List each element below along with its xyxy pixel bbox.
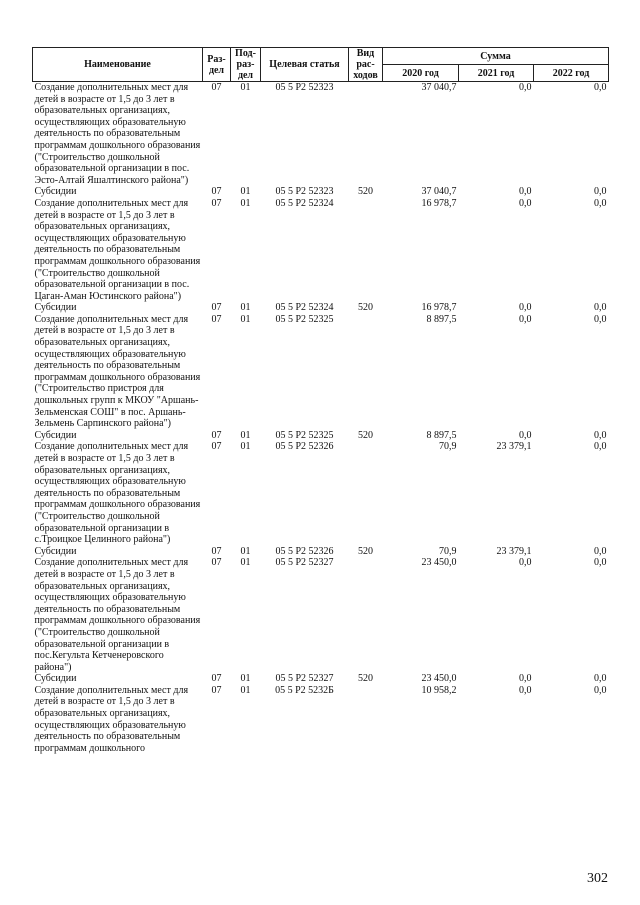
row-target-cell: 05 5 P2 52327	[275, 673, 334, 685]
budget-table	[32, 47, 609, 754]
col-2020-header: 2020 год	[383, 65, 459, 82]
table-row	[33, 546, 609, 558]
row-razdel-cell: 07	[211, 197, 222, 209]
row-name-cell: Создание дополнительных мест для детей в возрасте от 1,5 до 3 лет в образовательных организациях, осуществляющих образовательную деятельность по образовательным программам дошкольного	[34, 684, 189, 754]
row-2021-cell: 0,0	[519, 557, 532, 569]
row-2021-cell: 23 379,1	[496, 441, 532, 453]
row-vid-cell: 520	[358, 302, 373, 314]
row-2022-cell: 0,0	[594, 557, 607, 569]
row-2020-cell: 8 897,5	[426, 429, 457, 441]
table-row	[33, 557, 609, 673]
row-name-cell: Субсидии	[34, 673, 77, 685]
row-podrazdel-cell: 01	[240, 557, 251, 569]
budget-page	[32, 47, 608, 754]
row-2022-cell: 0,0	[594, 441, 607, 453]
row-podrazdel-cell: 01	[240, 197, 251, 209]
row-vid-cell	[349, 82, 383, 187]
row-podrazdel-cell: 01	[240, 441, 251, 453]
row-target-cell: 05 5 P2 52327	[275, 557, 334, 569]
row-vid-cell	[349, 685, 383, 755]
row-target-cell: 05 5 P2 52324	[275, 302, 334, 314]
row-2020-cell: 23 450,0	[421, 557, 457, 569]
row-2020-cell: 70,9	[439, 545, 457, 557]
podrazdel-label: Под-раз-дел	[235, 48, 256, 81]
row-razdel-cell: 07	[211, 441, 222, 453]
row-vid-cell: 520	[358, 545, 373, 557]
row-vid-cell	[349, 198, 383, 302]
row-2021-cell: 0,0	[519, 302, 532, 314]
row-name-cell: Субсидии	[34, 545, 77, 557]
row-name-cell: Создание дополнительных мест для детей в возрасте от 1,5 до 3 лет в образовательных организациях, осуществляющих образовательную деятельность по образовательным программам дошкольного образования ("Строительство дошкольной образовательной организации в с.Троицкое Целинного района")	[34, 441, 201, 546]
col-name-header: Наименование	[33, 48, 203, 82]
row-2021-cell: 0,0	[519, 673, 532, 685]
row-2022-cell: 0,0	[594, 545, 607, 557]
row-name-cell: Создание дополнительных мест для детей в возрасте от 1,5 до 3 лет в образовательных организациях, осуществляющих образовательную деятельность по образовательным программам дошкольного образования ("Строительство дошкольной образовательной организации в пос.Кегульта Кетченеровского района")	[34, 557, 201, 673]
row-name-cell: Субсидии	[34, 186, 77, 198]
row-2020-cell: 37 040,7	[421, 186, 457, 198]
col-razdel-header	[203, 48, 231, 82]
col-podrazdel-header	[231, 48, 261, 82]
target-label: Целевая статья	[269, 59, 340, 70]
row-razdel-cell: 07	[211, 557, 222, 569]
table-body	[33, 82, 609, 755]
table-row	[33, 685, 609, 755]
table-row	[33, 314, 609, 430]
row-podrazdel-cell: 01	[240, 82, 251, 93]
row-name-cell: Субсидии	[34, 429, 77, 441]
vid-label: Вид рас-ходов	[353, 48, 378, 81]
row-vid-cell: 520	[358, 429, 373, 441]
row-target-cell: 05 5 P2 52326	[275, 545, 334, 557]
page-number: 302	[587, 871, 608, 886]
row-2020-cell: 37 040,7	[421, 82, 457, 93]
col-vid-header	[349, 48, 383, 82]
row-razdel-cell: 07	[211, 429, 222, 441]
row-razdel-cell: 07	[211, 82, 222, 93]
row-2020-cell: 16 978,7	[421, 197, 457, 209]
row-razdel-cell: 07	[211, 186, 222, 198]
row-vid-cell	[349, 314, 383, 430]
row-podrazdel-cell: 01	[240, 186, 251, 198]
row-target-cell: 05 5 P2 52323	[275, 186, 334, 198]
table-row	[33, 673, 609, 685]
row-name-cell: Создание дополнительных мест для детей в возрасте от 1,5 до 3 лет в образовательных организациях, осуществляющих образовательную деятельность по образовательным программам дошкольного образования ("Строительство дошкольной образовательной организации в пос. Цаган-Аман Юстинского района")	[34, 197, 201, 302]
table-row	[33, 441, 609, 545]
row-name-cell: Создание дополнительных мест для детей в возрасте от 1,5 до 3 лет в образовательных организациях, осуществляющих образовательную деятельность по образовательным программам дошкольного образования ("Строительство пристроя для дошкольных групп к МКОУ "Аршань-Зельменская СОШ" в пос. Аршань-Зельмень Сарпинского района")	[34, 313, 201, 430]
row-2021-cell: 0,0	[519, 429, 532, 441]
row-target-cell: 05 5 P2 5232Б	[275, 684, 334, 696]
row-2021-cell: 0,0	[519, 313, 532, 325]
row-podrazdel-cell: 01	[240, 545, 251, 557]
col-2021-header: 2021 год	[459, 65, 534, 82]
row-vid-cell	[349, 557, 383, 673]
row-podrazdel-cell: 01	[240, 302, 251, 314]
row-razdel-cell: 07	[211, 684, 222, 696]
table-row	[33, 198, 609, 302]
row-name-cell: Создание дополнительных мест для детей в возрасте от 1,5 до 3 лет в образовательных организациях, осуществляющих образовательную деятельность по образовательным программам дошкольного образования ("Строительство дошкольной образовательной организации в пос. Эсто-Алтай Яшалтинского района")	[34, 82, 201, 186]
row-name-cell: Субсидии	[34, 302, 77, 314]
row-2021-cell: 0,0	[519, 197, 532, 209]
col-2022-header: 2022 год	[534, 65, 609, 82]
row-2021-cell: 0,0	[519, 186, 532, 198]
row-vid-cell	[349, 441, 383, 545]
table-header	[33, 48, 609, 82]
row-2022-cell: 0,0	[594, 673, 607, 685]
table-row	[33, 302, 609, 314]
razdel-label: Раз-дел	[207, 53, 226, 76]
row-razdel-cell: 07	[211, 302, 222, 314]
row-razdel-cell: 07	[211, 673, 222, 685]
row-2020-cell: 16 978,7	[421, 302, 457, 314]
row-2022-cell: 0,0	[594, 82, 607, 93]
row-2022-cell: 0,0	[594, 684, 607, 696]
row-2020-cell: 23 450,0	[421, 673, 457, 685]
row-target-cell: 05 5 P2 52323	[275, 82, 334, 93]
row-2021-cell: 23 379,1	[496, 545, 532, 557]
table-row	[33, 430, 609, 442]
row-podrazdel-cell: 01	[240, 429, 251, 441]
row-vid-cell: 520	[358, 186, 373, 198]
table-row	[33, 82, 609, 187]
row-2021-cell: 0,0	[519, 82, 532, 93]
row-2022-cell: 0,0	[594, 313, 607, 325]
row-vid-cell: 520	[358, 673, 373, 685]
row-target-cell: 05 5 P2 52325	[275, 313, 334, 325]
row-2020-cell: 10 958,2	[421, 684, 457, 696]
row-2022-cell: 0,0	[594, 186, 607, 198]
row-target-cell: 05 5 P2 52325	[275, 429, 334, 441]
row-podrazdel-cell: 01	[240, 684, 251, 696]
col-summa-header: Сумма	[383, 48, 609, 65]
row-target-cell: 05 5 P2 52326	[275, 441, 334, 453]
row-2022-cell: 0,0	[594, 429, 607, 441]
row-2022-cell: 0,0	[594, 302, 607, 314]
row-razdel-cell: 07	[211, 313, 222, 325]
row-podrazdel-cell: 01	[240, 313, 251, 325]
row-target-cell: 05 5 P2 52324	[275, 197, 334, 209]
row-2020-cell: 8 897,5	[426, 313, 457, 325]
table-row	[33, 186, 609, 198]
row-2020-cell: 70,9	[439, 441, 457, 453]
row-podrazdel-cell: 01	[240, 673, 251, 685]
row-razdel-cell: 07	[211, 545, 222, 557]
row-2022-cell: 0,0	[594, 197, 607, 209]
row-2021-cell: 0,0	[519, 684, 532, 696]
col-target-header	[261, 48, 349, 82]
